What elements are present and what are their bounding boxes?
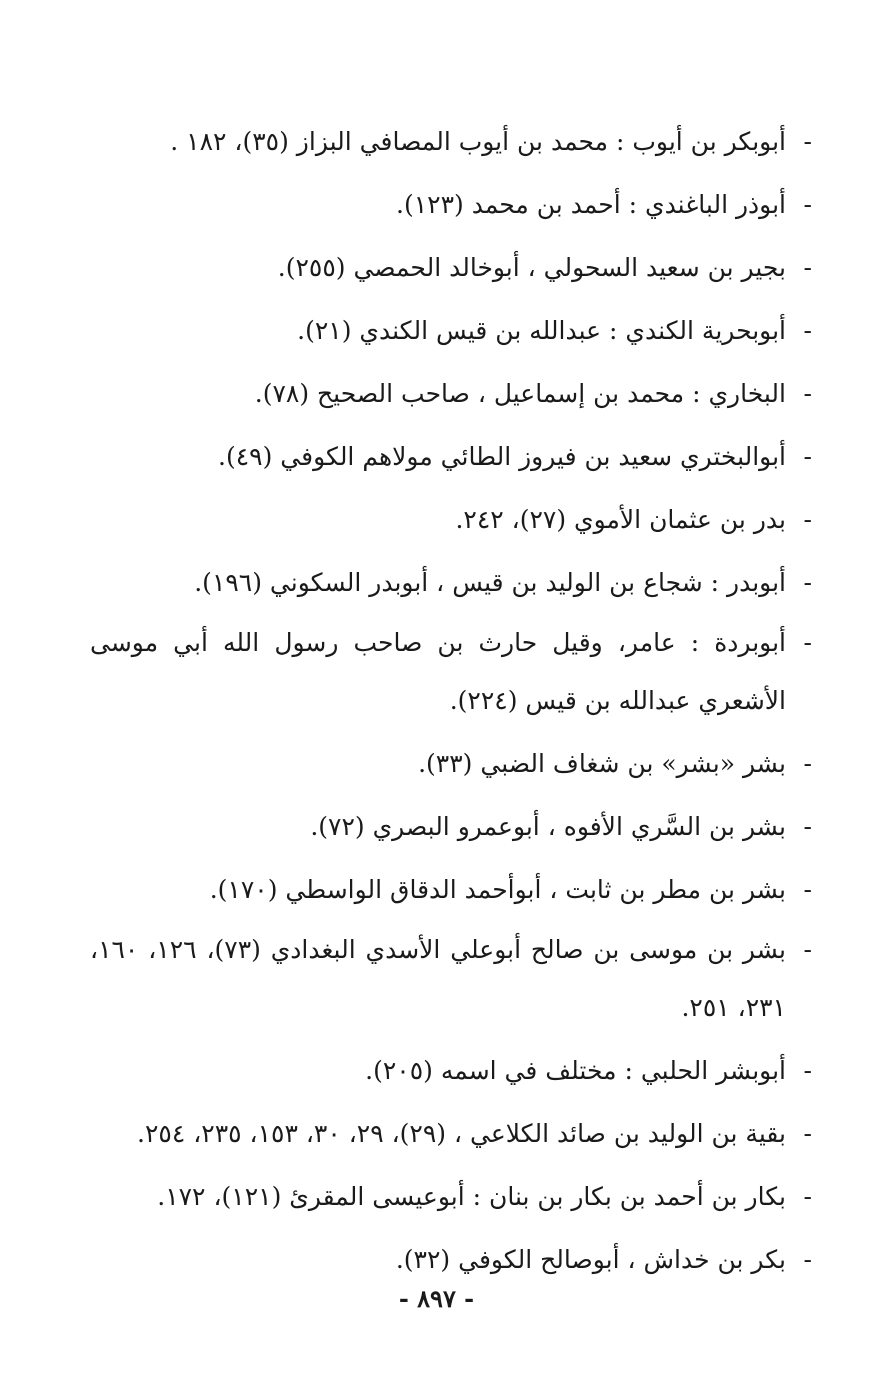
entry-dash: - — [803, 505, 812, 534]
entry-dash: - — [803, 875, 812, 904]
entry-dash: - — [803, 127, 812, 156]
entry-dash: - — [803, 628, 812, 657]
entry-dash: - — [803, 935, 812, 964]
entry-dash: - — [803, 1182, 812, 1211]
index-entry — [90, 732, 812, 795]
biographical-index-list — [90, 110, 812, 1291]
index-entry — [90, 236, 812, 299]
entry-dash: - — [803, 442, 812, 471]
entry-dash: - — [803, 568, 812, 597]
index-entry — [90, 488, 812, 551]
entry-text: أبوبردة : عامر، وقيل حارث بن صاحب رسول الله أبي موسى الأشعري عبدالله بن قيس (٢٢٤). — [90, 628, 786, 715]
entry-text: أبوبكر بن أيوب : محمد بن أيوب المصافي البزاز (٣٥)، ١٨٢ . — [170, 127, 786, 156]
entry-dash: - — [803, 749, 812, 778]
entry-text: أبوالبختري سعيد بن فيروز الطائي مولاهم الكوفي (٤٩). — [218, 442, 786, 471]
index-entry — [90, 299, 812, 362]
index-entry — [90, 1102, 812, 1165]
index-entry — [90, 362, 812, 425]
entry-text: أبوبشر الحلبي : مختلف في اسمه (٢٠٥). — [365, 1056, 786, 1085]
entry-dash: - — [803, 1119, 812, 1148]
entry-text: البخاري : محمد بن إسماعيل ، صاحب الصحيح (٧٨). — [254, 379, 786, 408]
entry-text: أبوذر الباغندي : أحمد بن محمد (١٢٣). — [396, 190, 786, 219]
entry-text: أبوبحرية الكندي : عبدالله بن قيس الكندي (٢١). — [297, 316, 786, 345]
entry-dash: - — [803, 1056, 812, 1085]
index-entry — [90, 795, 812, 858]
entry-text: بشر بن السَّري الأفوه ، أبوعمرو البصري (٧٢). — [310, 812, 786, 841]
index-entry — [90, 1228, 812, 1291]
entry-dash: - — [803, 316, 812, 345]
entry-dash: - — [803, 253, 812, 282]
index-entry — [90, 110, 812, 173]
entry-dash: - — [803, 190, 812, 219]
index-entry — [90, 614, 812, 732]
entry-text: بجير بن سعيد السحولي ، أبوخالد الحمصي (٢٥٥). — [277, 253, 786, 282]
index-entry — [90, 551, 812, 614]
entry-text: بقية بن الوليد بن صائد الكلاعي ، (٢٩)، ٢٩، ٣٠، ١٥٣، ٢٣٥، ٢٥٤. — [137, 1119, 786, 1148]
entry-text: بشر بن مطر بن ثابت ، أبوأحمد الدقاق الواسطي (١٧٠). — [209, 875, 786, 904]
index-entry — [90, 858, 812, 921]
index-entry — [90, 1039, 812, 1102]
page-number: - ٨٩٧ - — [398, 1284, 475, 1313]
entry-text: بكار بن أحمد بن بكار بن بنان : أبوعيسى المقرئ (١٢١)، ١٧٢. — [157, 1182, 786, 1211]
index-entry — [90, 921, 812, 1039]
entry-text: بدر بن عثمان الأموي (٢٧)، ٢٤٢. — [455, 505, 786, 534]
entry-dash: - — [803, 1245, 812, 1274]
entry-dash: - — [803, 812, 812, 841]
entry-text: بكر بن خداش ، أبوصالح الكوفي (٣٢). — [395, 1245, 786, 1274]
index-entry — [90, 425, 812, 488]
entry-text: بشر بن موسى بن صالح أبوعلي الأسدي البغدادي (٧٣)، ١٢٦، ١٦٠، ٢٣١، ٢٥١. — [90, 935, 786, 1022]
index-entry — [90, 173, 812, 236]
index-entry — [90, 1165, 812, 1228]
entry-text: بشر «بشر» بن شغاف الضبي (٣٣). — [418, 749, 786, 778]
entry-dash: - — [803, 379, 812, 408]
entry-text: أبوبدر : شجاع بن الوليد بن قيس ، أبوبدر السكوني (١٩٦). — [194, 568, 786, 597]
